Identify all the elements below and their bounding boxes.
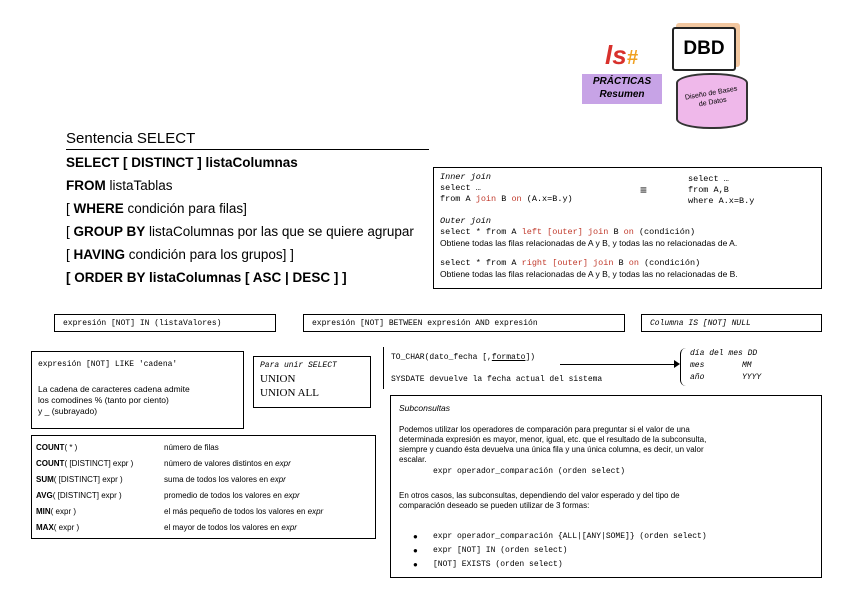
agg-desc <box>164 507 323 516</box>
agg-desc-expr: expr <box>275 459 291 468</box>
syntax-group-rest: listaColumnas por las que se quiere agrupar <box>145 224 414 239</box>
inner-join-title: Inner join <box>440 172 492 182</box>
format-mm: MM <box>742 361 752 370</box>
formato-param: formato <box>491 353 526 362</box>
kw-on: on <box>628 258 639 268</box>
code-part: select * from A <box>440 227 522 237</box>
formats-brace <box>680 348 689 386</box>
agg-fn: MIN <box>36 507 51 516</box>
ls-logo-text: ls <box>605 40 627 70</box>
aggregate-functions-box <box>31 435 376 539</box>
title-divider <box>66 149 429 150</box>
bullet-icon: ● <box>413 546 418 555</box>
kw-on: on <box>511 194 522 204</box>
agg-args: ( [DISTINCT] expr ) <box>64 459 134 468</box>
inner-join-from <box>440 194 573 204</box>
like-desc-2: los comodines % (tanto por ciento) <box>38 395 169 405</box>
like-desc-1: La cadena de caracteres cadena admite <box>38 384 190 394</box>
kw-where: WHERE <box>73 201 124 216</box>
syntax-from-rest: listaTablas <box>105 178 173 193</box>
outer-join-title: Outer join <box>440 216 492 226</box>
right-join-code <box>440 258 700 268</box>
format-arrow-line <box>560 364 678 365</box>
bracket: [ <box>66 247 74 262</box>
practicas-label: PRÁCTICAS <box>592 76 652 87</box>
between-operator: expresión [NOT] BETWEEN expresión AND expresión <box>312 319 538 328</box>
agg-row <box>36 507 76 516</box>
code-part: B <box>613 258 629 268</box>
right-join-desc: Obtiene todas las filas relacionadas de A y B, y todas las no relacionadas de B. <box>440 269 738 279</box>
between-operator-box <box>303 314 625 332</box>
agg-args: ( * ) <box>64 443 78 452</box>
format-ano-label: año <box>690 373 705 382</box>
join-box <box>433 167 822 289</box>
agg-desc-text: número de filas <box>164 443 219 452</box>
agg-desc <box>164 491 300 500</box>
subq-form-2: expr [NOT] IN (orden select) <box>433 546 568 555</box>
ls-logo <box>605 40 638 71</box>
alt-where: where A.x=B.y <box>688 196 755 206</box>
agg-row <box>36 491 122 500</box>
tochar-function <box>391 353 535 362</box>
isnull-operator: Columna IS [NOT] NULL <box>650 319 751 328</box>
format-label: día del mes <box>690 349 743 358</box>
syntax-from <box>66 178 173 193</box>
format-mes-label: mes <box>690 361 705 370</box>
isnull-operator-box <box>641 314 822 332</box>
agg-args: ( expr ) <box>53 523 80 532</box>
agg-desc-text: promedio de todos los valores en <box>164 491 285 500</box>
left-join-desc: Obtiene todas las filas relacionadas de A y B, y todas las no relacionadas de A. <box>440 238 738 248</box>
subq-form-3: [NOT] EXISTS (orden select) <box>433 560 563 569</box>
subq-text: En otros casos, las subconsultas, dependiendo del valor esperado y del tipo de <box>399 491 680 500</box>
agg-row <box>36 443 77 452</box>
syntax-where-rest: condición para filas] <box>123 201 247 216</box>
subq-text: siempre y cuando ésta devuelva una única fila y una única columna, es decir, un valor <box>399 445 704 454</box>
agg-desc <box>164 443 219 452</box>
agg-desc-text: suma de todos los valores en <box>164 475 271 484</box>
left-join-code <box>440 227 695 237</box>
agg-desc-expr: expr <box>284 491 300 500</box>
syntax-having <box>66 247 294 262</box>
dbd-subtitle: Diseño de Bases de Datos <box>684 85 738 109</box>
alt-from: from A,B <box>688 185 729 195</box>
code-part: ]) <box>525 353 536 362</box>
agg-row <box>36 523 79 532</box>
syntax-select: SELECT [ DISTINCT ] listaColumnas <box>66 155 298 170</box>
code-part: (A.x=B.y) <box>521 194 573 204</box>
bracket: [ <box>66 201 74 216</box>
bracket: [ <box>66 224 74 239</box>
practicas-badge <box>582 74 662 104</box>
subq-text: escalar. <box>399 455 427 464</box>
kw-join: join <box>475 194 497 204</box>
kw-on: on <box>623 227 634 237</box>
in-operator-box <box>54 314 276 332</box>
agg-desc-text: el mayor de todos los valores en <box>164 523 282 532</box>
agg-desc <box>164 459 291 468</box>
page-title: Sentencia SELECT <box>66 130 196 147</box>
like-box <box>31 351 244 429</box>
code-part: from A <box>440 194 476 204</box>
inner-join-select: select … <box>440 183 481 193</box>
agg-args: ( [DISTINCT] expr ) <box>52 491 122 500</box>
agg-fn: COUNT <box>36 459 65 468</box>
sysdate-desc: SYSDATE devuelve la fecha actual del sistema <box>391 375 603 384</box>
agg-desc-expr: expr <box>307 507 324 516</box>
kw-having: HAVING <box>73 247 126 262</box>
alt-select: select … <box>688 174 729 184</box>
subqueries-box <box>390 395 822 578</box>
syntax-where <box>66 201 247 216</box>
subq-text: comparación deseado se pueden utilizar de 3 formas: <box>399 501 590 510</box>
subq-example: expr operador_comparación (orden select) <box>433 467 626 476</box>
kw-left-join: left [outer] join <box>521 227 609 237</box>
agg-args: ( [DISTINCT] expr ) <box>53 475 123 484</box>
subqueries-title: Subconsultas <box>399 403 451 413</box>
in-operator: expresión [NOT] IN (listaValores) <box>63 319 222 328</box>
agg-row <box>36 475 123 484</box>
agg-fn: MAX <box>36 523 54 532</box>
database-drum-icon <box>676 73 748 129</box>
agg-desc-expr: expr <box>270 475 286 484</box>
format-dd <box>690 349 757 358</box>
agg-args: ( expr ) <box>50 507 77 516</box>
format-value: DD <box>747 349 758 358</box>
union-title: Para unir SELECT <box>260 361 337 370</box>
syntax-having-rest: condición para los grupos] ] <box>125 247 294 262</box>
union: UNION <box>260 373 296 385</box>
code-part: (condición) <box>638 258 701 268</box>
agg-fn: SUM <box>36 475 54 484</box>
kw-group-by: GROUP BY <box>73 224 146 239</box>
union-all: UNION ALL <box>260 387 319 399</box>
code-part: B <box>496 194 512 204</box>
resumen-label: Resumen <box>599 89 645 100</box>
dbd-logo: DBD <box>672 27 736 71</box>
agg-desc-text: número de valores distintos en <box>164 459 276 468</box>
bullet-icon: ● <box>413 560 418 569</box>
code-part: B <box>608 227 624 237</box>
agg-desc-expr: expr <box>281 523 297 532</box>
code-part: (condición) <box>633 227 696 237</box>
subq-text: Podemos utilizar los operadores de comparación para preguntar si el valor de una <box>399 425 690 434</box>
agg-row <box>36 459 133 468</box>
kw-from: FROM <box>66 178 106 193</box>
agg-desc <box>164 475 286 484</box>
code-part: select * from A <box>440 258 522 268</box>
subq-text: determinada expresión es mayor, menor, igual, etc. que el resultado de la subconsulta, <box>399 435 707 444</box>
code-part: TO_CHAR(dato_fecha [, <box>391 353 492 362</box>
like-expression: expresión [NOT] LIKE 'cadena' <box>38 360 178 369</box>
agg-fn: AVG <box>36 491 53 500</box>
ls-logo-hash: # <box>626 47 638 69</box>
subq-form-1: expr operador_comparación {ALL|[ANY|SOME]} (orden select) <box>433 532 707 541</box>
syntax-order-by: [ ORDER BY listaColumnas [ ASC | DESC ] ] <box>66 270 347 285</box>
agg-fn: COUNT <box>36 443 65 452</box>
kw-right-join: right [outer] join <box>521 258 614 268</box>
format-yyyy: YYYY <box>742 373 762 382</box>
syntax-group-by <box>66 224 414 239</box>
bullet-icon: ● <box>413 532 418 541</box>
equivalence-sign: ≡ <box>640 183 648 197</box>
agg-desc-text: el más pequeño de todos los valores en <box>164 507 308 516</box>
like-desc-3: y _ (subrayado) <box>38 406 98 416</box>
agg-desc <box>164 523 297 532</box>
union-box <box>253 356 371 408</box>
